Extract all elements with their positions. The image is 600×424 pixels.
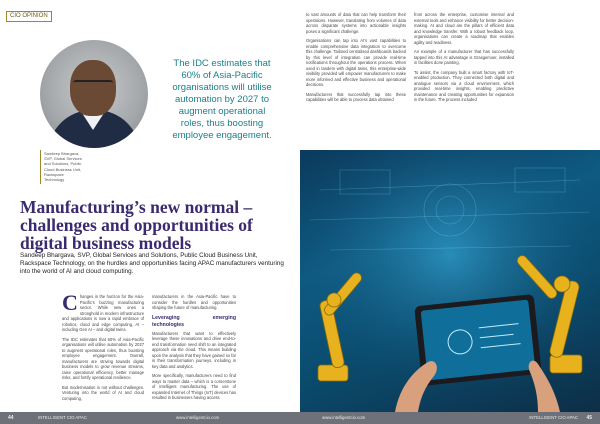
body-paragraph: But modernisation is not without challenges. Venturing into the world of AI and cloud computing, xyxy=(62,384,144,401)
body-paragraph: Changes in the horizon for the Asia-Pacific’s buzzing manufacturing sector. While new ones a stronghold in modern infrastructure and applications is now a rapid embrace of robotics, cloud and edge computing, AI – including Gen AI – and digital twins. xyxy=(62,290,144,332)
body-paragraph: manufacturers in the Asia-Pacific have to consider the hurdles and opportunities shaping the future of manufacturing. xyxy=(152,294,236,310)
page-footer xyxy=(300,412,600,424)
caption-rule xyxy=(40,150,41,184)
footer-url[interactable]: www.intelligentcio.com xyxy=(176,415,220,420)
body-paragraph: An example of a manufacturer that has successfully tapped into this AI advantage is Grasgemoer, installed in facilities done painting. xyxy=(414,49,514,65)
page-number: 44 xyxy=(8,415,14,421)
article-headline: Manufacturing’s new normal – challenges and opportunities of digital business models xyxy=(20,197,253,253)
portrait-glasses xyxy=(73,80,113,90)
body-paragraph: Organisations can tap into AI’s vast capabilities to enable comprehensive data integration to overcome this challenge. Tailored centralised dashboards backed by this level of integration can provide real-time notifications throughout the operations process. When used in tandem with digital twins, this enterprise-wide visibility provided will empower manufacturers to make more informed and effective business and operational decisions. xyxy=(306,38,406,87)
right-page xyxy=(300,0,600,424)
body-column-3 xyxy=(306,12,406,107)
body-paragraph: Manufacturers that want to effectively leverage these innovations and drive end-to-end transformation need shift to an integrated approach via the cloud. This means building upon the analysis that they have gained so far in their transformation journeys, including in key data and analytics. xyxy=(152,330,236,369)
photo-caption: Sandeep Bhargava, SVP, Global Services and Solutions, Public Cloud Business Unit, Rackspace Technology xyxy=(44,151,82,183)
drop-cap: C xyxy=(62,290,78,315)
body-column-4 xyxy=(414,12,514,107)
section-subhead: Leveraging emerging technologies xyxy=(152,314,236,328)
author-portrait xyxy=(40,40,148,148)
body-column-1 xyxy=(62,290,144,405)
body-paragraph: to vast amounts of data that can help transform their operations. However, translating from volumes of data across disparate systems into actionable insights poses a significant challenge. xyxy=(306,12,406,34)
body-paragraph: More specifically, manufacturers need to find ways to master data – which is a cornerstone of intelligent manufacturing. The use of expanded Internet of Things (IoT) devices has resulted in businesses having access xyxy=(152,373,236,400)
body-column-2 xyxy=(152,294,236,405)
footer-url[interactable]: www.intelligentcio.com xyxy=(322,415,366,420)
footer-brand: INTELLIGENT CIO APAC xyxy=(529,415,578,420)
article-standfirst: Sandeep Bhargava, SVP, Global Services and Solutions, Public Cloud Business Unit, Rackspace Technology, on the hurdles and opportunities facing APAC manufacturers venturing into the world of AI and cloud computing. xyxy=(20,252,284,275)
page-footer xyxy=(0,412,300,424)
factory-robot-photo xyxy=(300,150,600,412)
pull-quote: The IDC estimates that 60% of Asia-Pacific organisations will utilise automation by 2027 to augment operational roles, thus boosting employee engagement. xyxy=(172,58,272,141)
robot-arms-illustration xyxy=(300,150,600,412)
page-number: 45 xyxy=(586,415,592,421)
section-tag: CIO OPINION xyxy=(6,11,52,22)
body-paragraph: The IDC estimates that 60% of Asia-Pacific organisations will utilise automation by 2027 to augment operational roles, thus boosting employee engagement. Overall, manufacturers are striving towards digital business models to grow revenue streams, raise operational efficiency, better manage risks, and fortify operational resilience. xyxy=(62,336,144,380)
body-paragraph: To assist, the company built a smart factory with IoT-enabled production. They connected both digital and analogue sensors via a cloud environment, which provided real-time insights, enabling predictive maintenance and creating opportunities for expansion in the future. The process included xyxy=(414,69,514,102)
body-paragraph: Manufacturers that successfully tap into these capabilities will be able to process data obtained xyxy=(306,91,406,102)
body-paragraph: from across the enterprise, customise internal and external tools and enhance visibility for better decision-making. At and cloud are the pillars of efficient data and knowledge transfer. With a robust feedback loop, organisations can create a roadmap that enables agility and readiness. xyxy=(414,12,514,45)
footer-brand: INTELLIGENT CIO APAC xyxy=(38,415,87,420)
